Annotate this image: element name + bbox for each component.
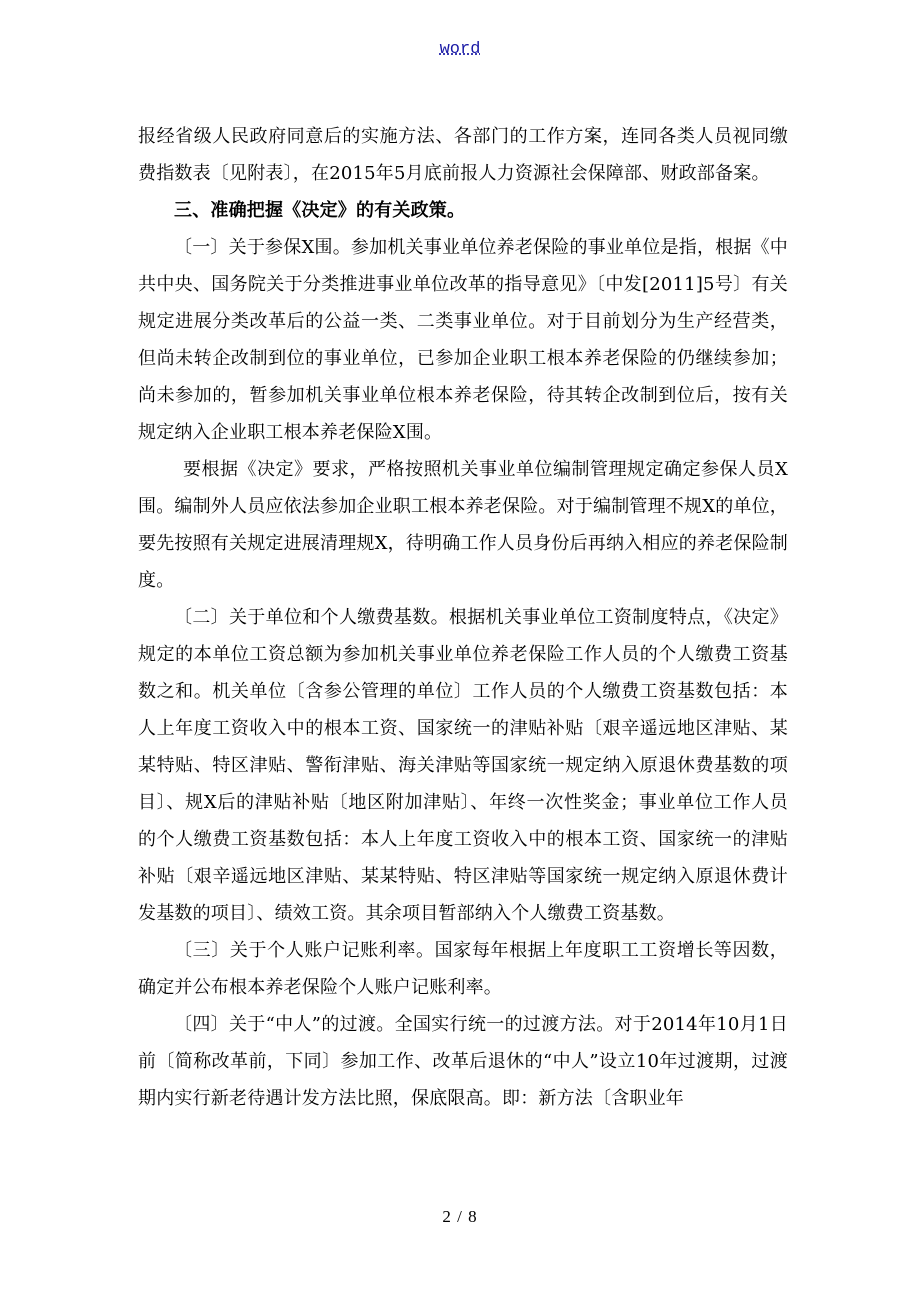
paragraph-transition: 〔四〕关于“中人”的过渡。全国实行统一的过渡方法。对于2014年10月1日前〔简称改革前，下同〕参加工作、改革后退休的“中人”设立10年过渡期，过渡期内实行新老待遇计发方法比照，保底限高。即：新方法〔含职业年: [138, 1014, 788, 1109]
document-body: [138, 118, 788, 1117]
paragraph-scope: 〔一〕关于参保X围。参加机关事业单位养老保险的事业单位是指，根据《中共中央、国务院关于分类推进事业单位改革的指导意见》〔中发[2011]5号〕有关规定进展分类改革后的公益一类、二类事业单位。对于目前划分为生产经营类，但尚未转企改制到位的事业单位，已参加企业职工根本养老保险的仍继续参加；尚未参加的，暂参加机关事业单位根本养老保险，待其转企改制到位后，按有关规定纳入企业职工根本养老保险X围。: [138, 237, 788, 443]
paragraph-interest-rate: 〔三〕关于个人账户记账利率。国家每年根据上年度职工工资增长等因数，确定并公布根本养老保险个人账户记账利率。: [138, 940, 788, 998]
paragraph-continuation: 报经省级人民政府同意后的实施方法、各部门的工作方案，连同各类人员视同缴费指数表〔见附表〕，在2015年5月底前报人力资源社会保障部、财政部备案。: [138, 126, 788, 184]
page-header: word: [439, 40, 481, 59]
paragraph-contribution-base: 〔二〕关于单位和个人缴费基数。根据机关事业单位工资制度特点，《决定》规定的本单位工资总额为参加机关事业单位养老保险工作人员的个人缴费工资基数之和。机关单位〔含参公管理的单位〕工作人员的个人缴费工资基数包括：本人上年度工资收入中的根本工资、国家统一的津贴补贴〔艰辛遥远地区津贴、某某特贴、特区津贴、警衔津贴、海关津贴等国家统一规定纳入原退休费基数的项目〕、规X后的津贴补贴〔地区附加津贴〕、年终一次性奖金；事业单位工作人员的个人缴费工资基数包括：本人上年度工资收入中的根本工资、国家统一的津贴补贴〔艰辛遥远地区津贴、某某特贴、特区津贴等国家统一规定纳入原退休费计发基数的项目〕、绩效工资。其余项目暂部纳入个人缴费工资基数。: [138, 607, 788, 924]
section-heading: 三、准确把握《决定》的有关政策。: [174, 200, 466, 221]
paragraph-scope-detail: 要根据《决定》要求，严格按照机关事业单位编制管理规定确定参保人员X围。编制外人员应依法参加企业职工根本养老保险。对于编制管理不规X的单位，要先按照有关规定进展清理规X，待明确工作人员身份后再纳入相应的养老保险制度。: [138, 459, 789, 591]
page-number: 2 / 8: [442, 1207, 478, 1226]
